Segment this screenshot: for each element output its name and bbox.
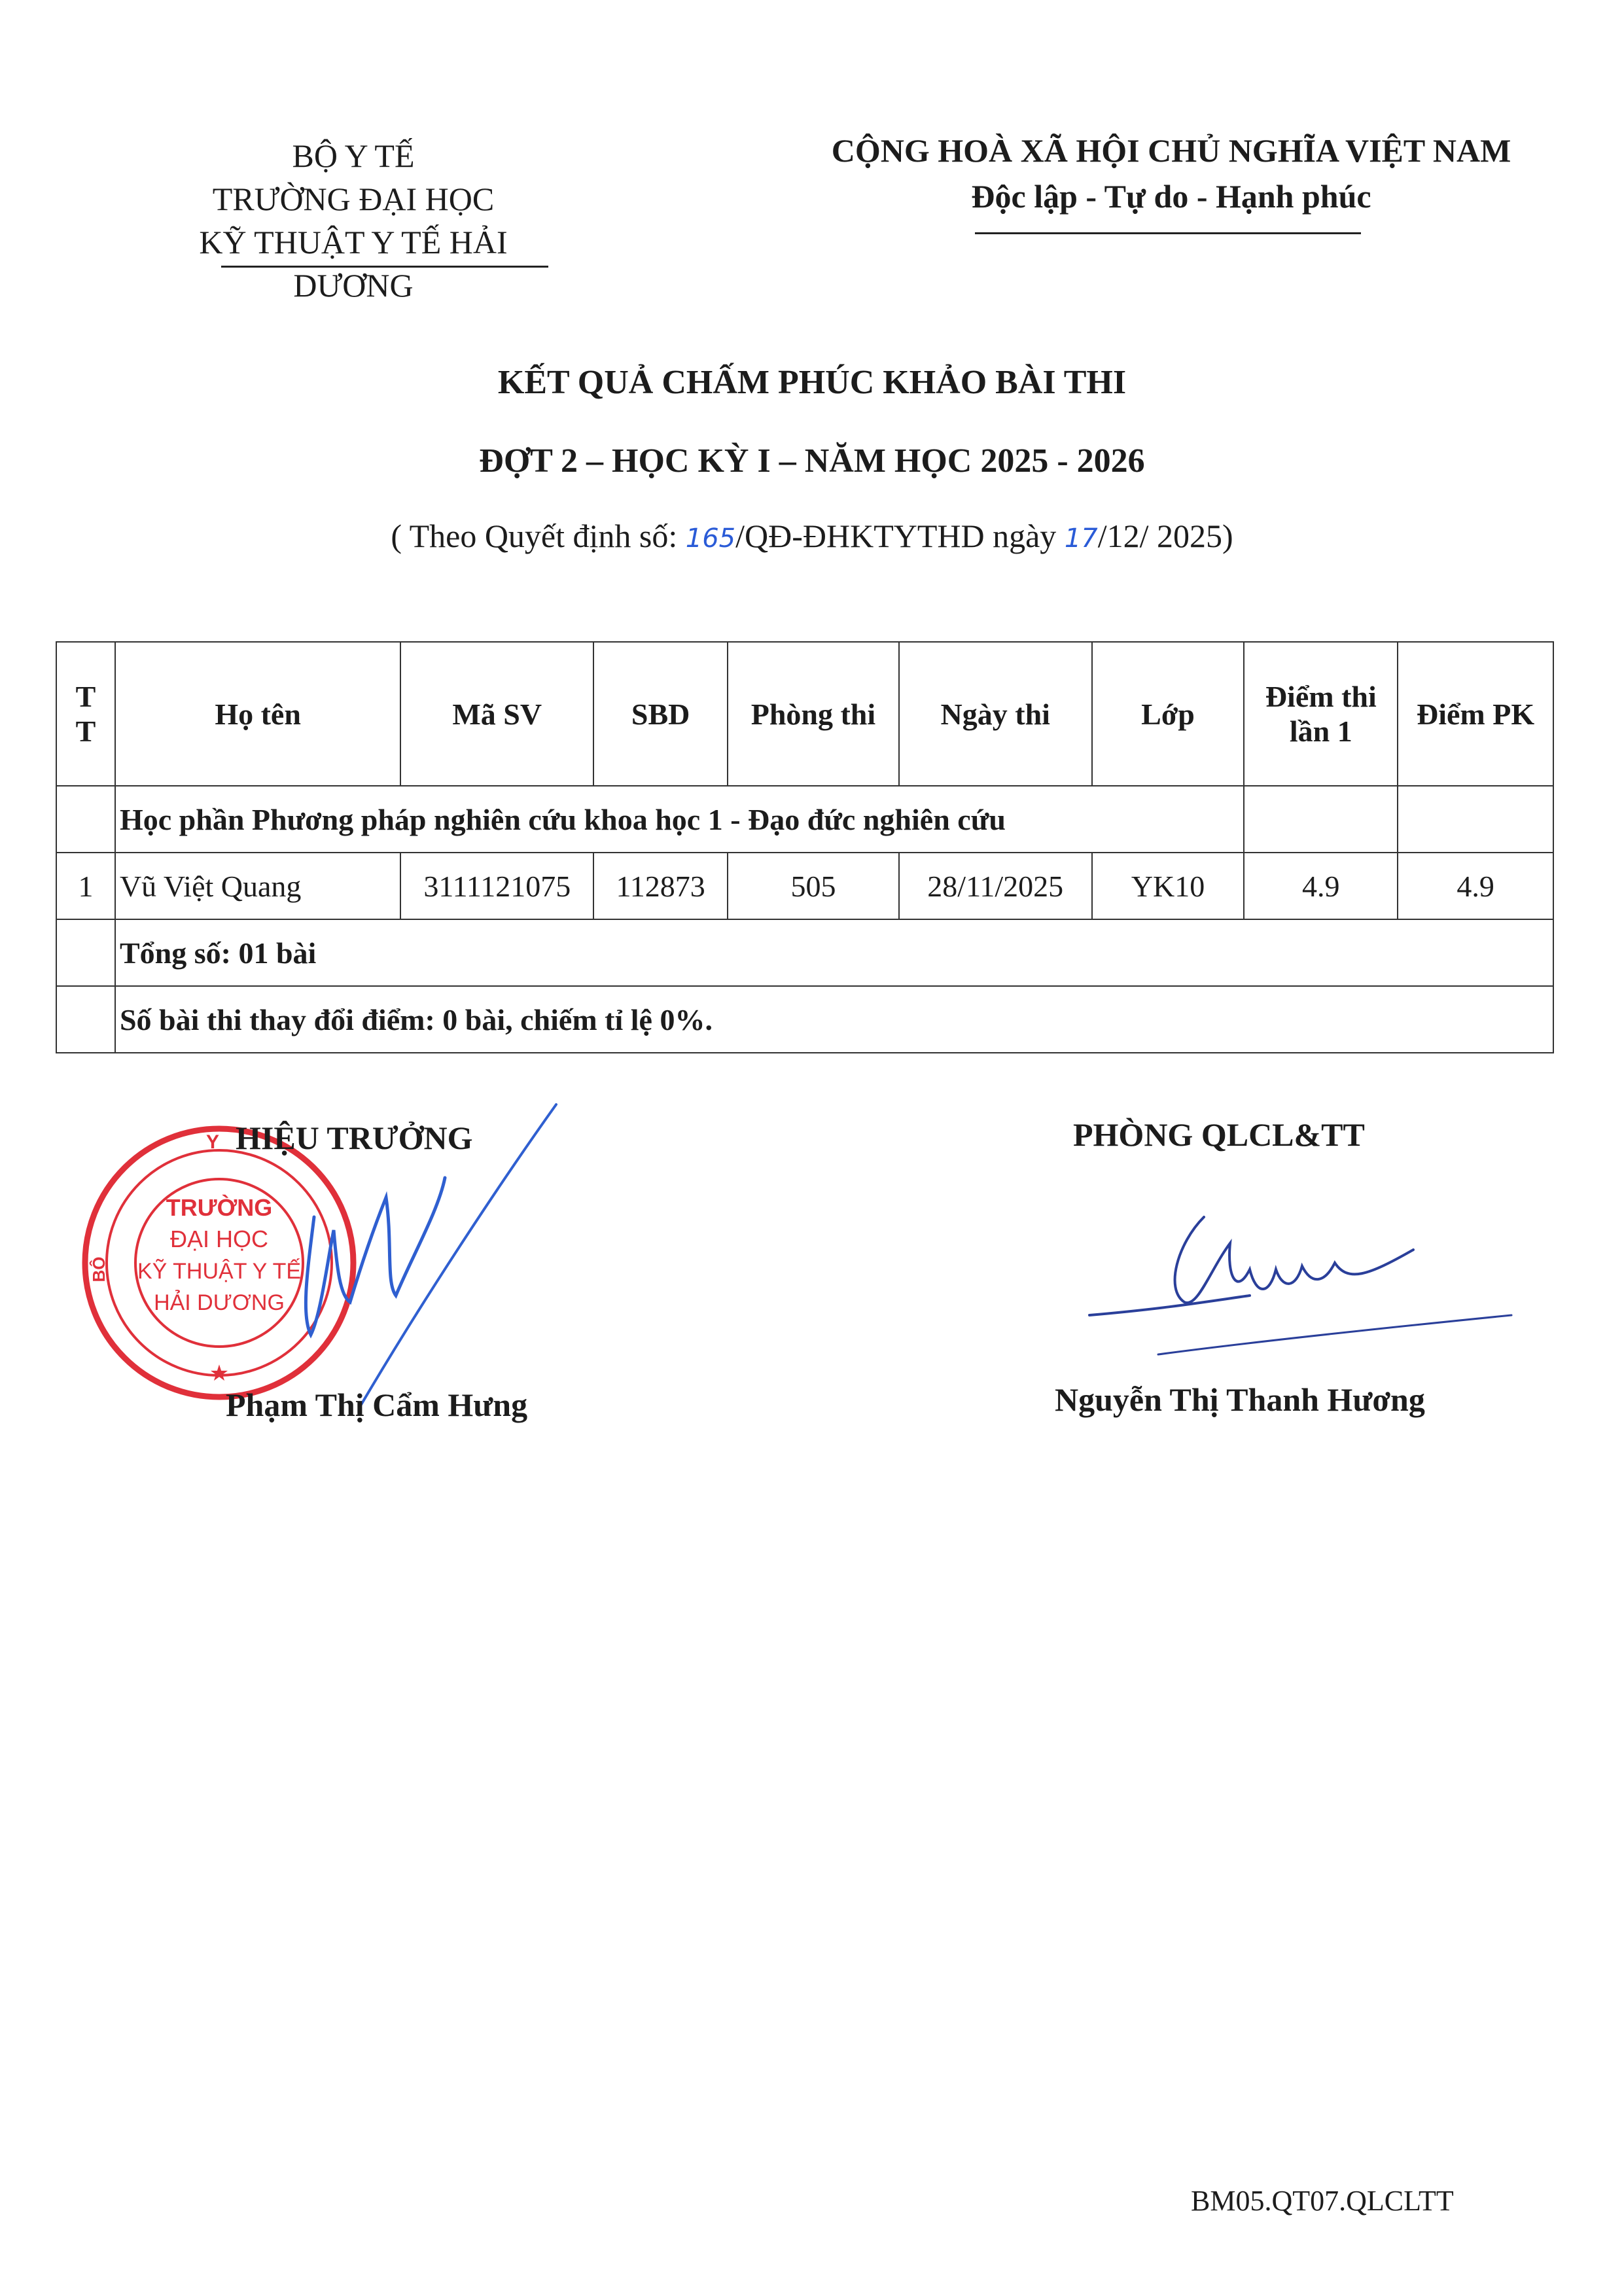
doc-subtitle: ĐỢT 2 – HỌC KỲ I – NĂM HỌC 2025 - 2026 bbox=[479, 442, 1145, 480]
col-header-score1: Điểm thi lần 1 bbox=[1244, 642, 1398, 786]
header-right-block bbox=[779, 128, 1564, 219]
decision-prefix: ( Theo Quyết định số: bbox=[391, 518, 686, 554]
motto: Độc lập - Tự do - Hạnh phúc bbox=[971, 178, 1371, 215]
decision-line bbox=[0, 517, 1624, 555]
right-signatory-name: Nguyễn Thị Thanh Hương bbox=[1055, 1381, 1425, 1418]
left-signature bbox=[288, 1099, 563, 1413]
total-row bbox=[56, 919, 1553, 986]
header-left-underline bbox=[221, 266, 548, 268]
cell-score-pk: 4.9 bbox=[1398, 853, 1553, 919]
ministry-name: BỘ Y TẾ bbox=[292, 137, 415, 174]
section-row bbox=[56, 786, 1553, 853]
cell-score1: 4.9 bbox=[1244, 853, 1398, 919]
total-text: Tổng số: 01 bài bbox=[115, 919, 1553, 986]
decision-day: 17 bbox=[1064, 523, 1098, 554]
decision-suffix: /12/ 2025) bbox=[1097, 518, 1233, 554]
republic-title: CỘNG HOÀ XÃ HỘI CHỦ NGHĨA VIỆT NAM bbox=[831, 132, 1511, 169]
cell-student-id: 3111121075 bbox=[400, 853, 593, 919]
school-name-line2: KỸ THUẬT Y TẾ HẢI DƯƠNG bbox=[199, 224, 508, 304]
seal-line2: ĐẠI HỌC bbox=[169, 1226, 269, 1252]
changes-row bbox=[56, 986, 1553, 1053]
col-header-score-pk: Điểm PK bbox=[1398, 642, 1553, 786]
doc-title: KẾT QUẢ CHẤM PHÚC KHẢO BÀI THI bbox=[497, 364, 1127, 401]
right-signatory-title: PHÒNG QLCL&TT bbox=[1073, 1116, 1365, 1153]
seal-line3: KỸ THUẬT Y TẾ bbox=[137, 1259, 302, 1284]
cell-class: YK10 bbox=[1092, 853, 1244, 919]
seal-ring-left: BỘ bbox=[89, 1256, 109, 1282]
col-header-name: Họ tên bbox=[115, 642, 400, 786]
table-header-row bbox=[56, 642, 1553, 786]
left-signatory-title: HIỆU TRƯỞNG bbox=[236, 1120, 473, 1156]
table-row bbox=[56, 853, 1553, 919]
form-code: BM05.QT07.QLCLTT bbox=[1191, 2185, 1454, 2217]
header-right-underline bbox=[975, 232, 1361, 234]
cell-name: Vũ Việt Quang bbox=[115, 853, 400, 919]
decision-number: 165 bbox=[685, 523, 736, 554]
decision-mid: /QĐ-ĐHKTYTHD ngày bbox=[735, 518, 1065, 554]
seal-ring-top: Y bbox=[205, 1131, 220, 1153]
results-table bbox=[56, 641, 1554, 1053]
cell-room: 505 bbox=[728, 853, 899, 919]
col-header-sbd: SBD bbox=[593, 642, 728, 786]
cell-stt: 1 bbox=[56, 853, 115, 919]
cell-date: 28/11/2025 bbox=[899, 853, 1092, 919]
col-header-room: Phòng thi bbox=[728, 642, 899, 786]
col-header-stt: T T bbox=[56, 642, 115, 786]
right-signature bbox=[1086, 1204, 1518, 1374]
section-title: Học phần Phương pháp nghiên cứu khoa học 1 - Đạo đức nghiên cứu bbox=[115, 786, 1244, 853]
school-name-line1: TRƯỜNG ĐẠI HỌC bbox=[212, 181, 495, 217]
col-header-student-id: Mã SV bbox=[400, 642, 593, 786]
seal-line4: HẢI DƯƠNG bbox=[154, 1290, 285, 1315]
left-signatory-name: Phạm Thị Cẩm Hưng bbox=[226, 1386, 528, 1423]
changes-text: Số bài thi thay đổi điểm: 0 bài, chiếm tỉ lệ 0%. bbox=[115, 986, 1553, 1053]
seal-line1: TRƯỜNG bbox=[166, 1194, 273, 1221]
col-header-date: Ngày thi bbox=[899, 642, 1092, 786]
seal-star-icon: ★ bbox=[209, 1360, 230, 1386]
header-left-block bbox=[150, 134, 556, 307]
cell-sbd: 112873 bbox=[593, 853, 728, 919]
col-header-class: Lớp bbox=[1092, 642, 1244, 786]
